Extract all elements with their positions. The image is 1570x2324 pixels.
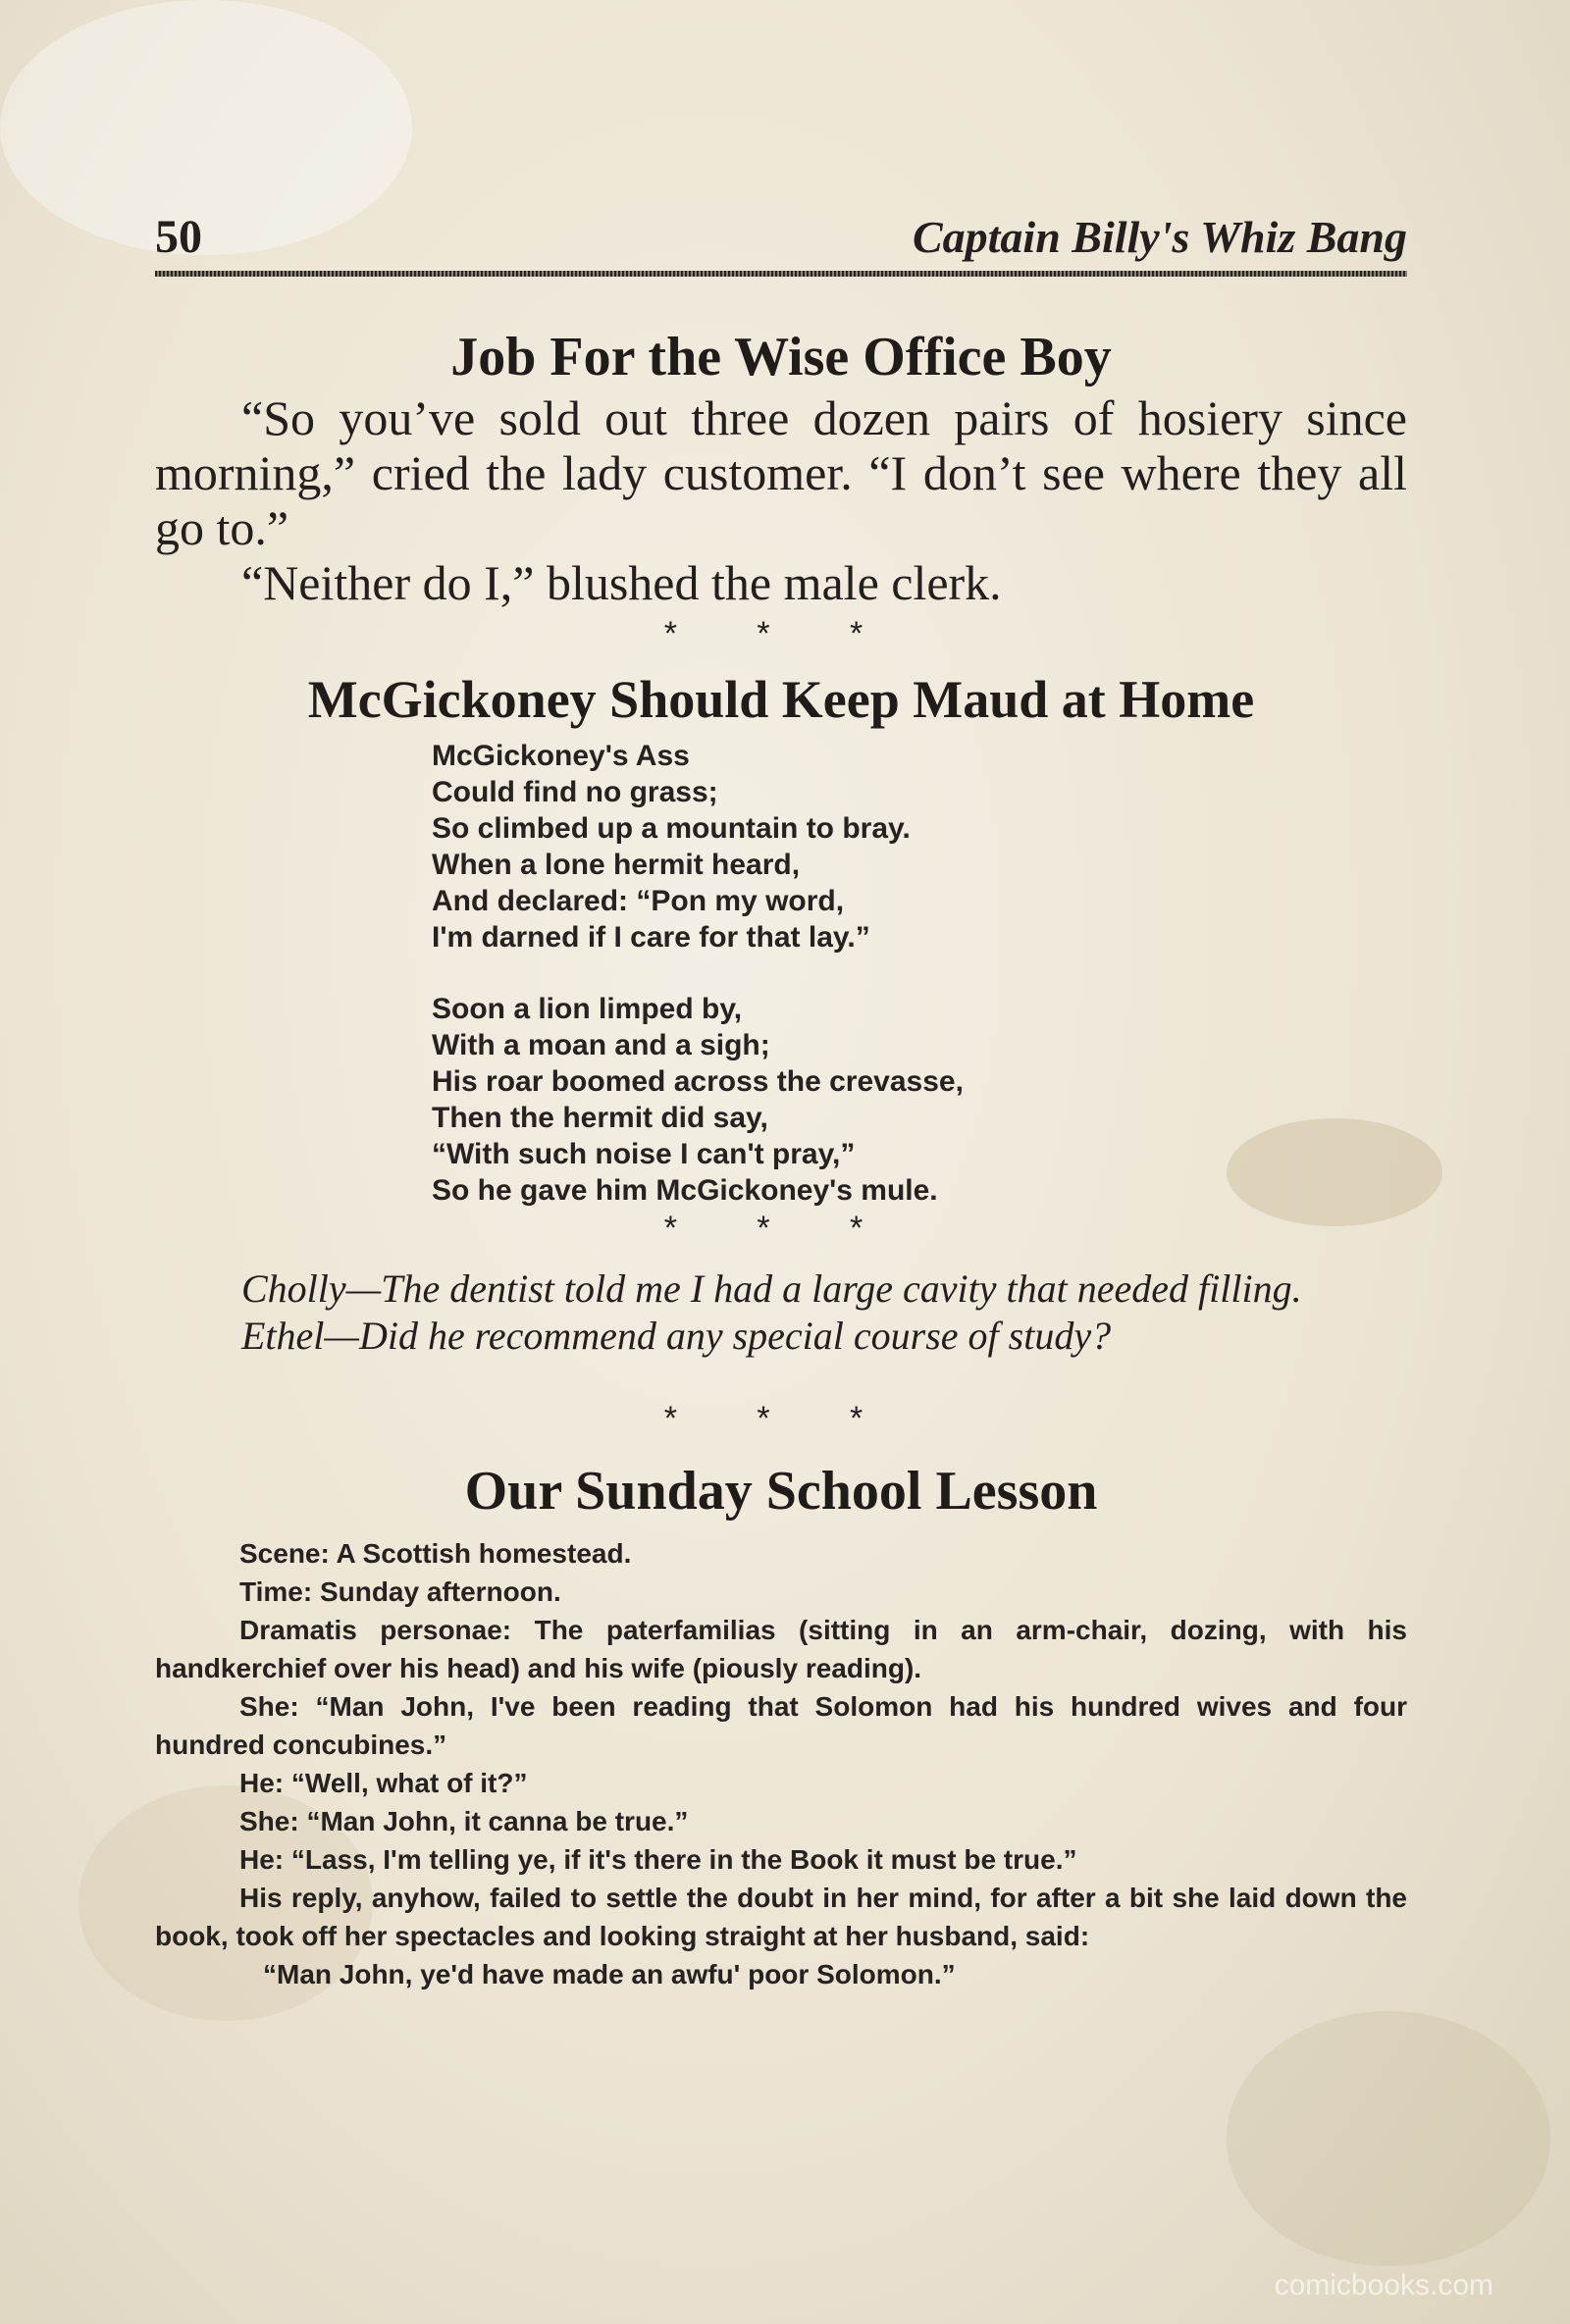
paper-stain [1227,2011,1550,2266]
verse-line: So he gave him McGickoney's mule. [432,1174,938,1207]
separator: * * * [663,615,899,652]
lesson-paragraph: She: “Man John, it canna be true.” [239,1806,689,1836]
verse-line: And declared: “Pon my word, [432,885,845,917]
verse-line: His roar boomed across the crevasse, [432,1065,964,1098]
lesson-paragraph: Time: Sunday afternoon. [239,1576,561,1607]
verse-line: “With such noise I can't pray,” [432,1138,856,1170]
lesson-paragraph: He: “Well, what of it?” [239,1768,528,1798]
section-mcgickoney [155,663,1407,1209]
verse-stanza [155,991,1407,1209]
verse-line: Soon a lion limped by, [432,993,743,1025]
separator: * * * [663,1400,899,1437]
section-title: McGickoney Should Keep Maud at Home [307,670,1255,729]
section-dentist-joke [155,1265,1407,1360]
header-rule [155,271,1407,277]
page-number: 50 [155,211,202,263]
paragraph: “So you’ve sold out three dozen pairs of hosiery since morning,” cried the lady customer. “I don’t see where they all go to.” [155,390,1407,555]
dialogue-line: Cholly—The dentist told me I had a large cavity that needed filling. [241,1266,1302,1311]
verse-line: When a lone hermit heard, [432,849,801,881]
verse-line: With a moan and a sigh; [432,1029,770,1061]
verse-line: Could find no grass; [432,776,718,808]
verse-line: I'm darned if I care for that lay.” [432,921,870,954]
lesson-paragraph: He: “Lass, I'm telling ye, if it's there in the Book it must be true.” [239,1844,1077,1875]
lesson-paragraph: His reply, anyhow, failed to settle the doubt in her mind, for after a bit she laid down the book, took off her spectacles and looking straight at her husband, said: [155,1883,1407,1951]
verse-line: McGickoney's Ass [432,740,690,772]
section-title: Our Sunday School Lesson [464,1461,1098,1522]
lesson-body [155,1534,1407,1993]
lesson-paragraph: Dramatis personae: The paterfamilias (sitting in an arm-chair, dozing, with his handkerchief over his head) and his wife (piously reading). [155,1615,1407,1683]
lesson-paragraph: She: “Man John, I've been reading that Solomon had his hundred wives and four hundred concubines.” [155,1691,1407,1760]
section-title: Job For the Wise Office Boy [450,327,1112,387]
dialogue-line: Ethel—Did he recommend any special course of study? [241,1314,1112,1358]
section-office-boy [155,324,1407,610]
verse-stanza [155,738,1407,955]
verse-line: So climbed up a mountain to bray. [432,812,911,845]
verse-line: Then the hermit did say, [432,1102,768,1134]
paragraph: “Neither do I,” blushed the male clerk. [241,555,1002,610]
running-title: Captain Billy's Whiz Bang [912,212,1407,262]
site-watermark: comicbooks.com [1274,2269,1493,2301]
page-header [155,208,1407,267]
separator: * * * [663,1210,899,1247]
lesson-paragraph: Scene: A Scottish homestead. [239,1538,632,1569]
lesson-paragraph: “Man John, ye'd have made an awfu' poor Solomon.” [263,1959,956,1989]
section-sunday-school [155,1452,1407,1993]
